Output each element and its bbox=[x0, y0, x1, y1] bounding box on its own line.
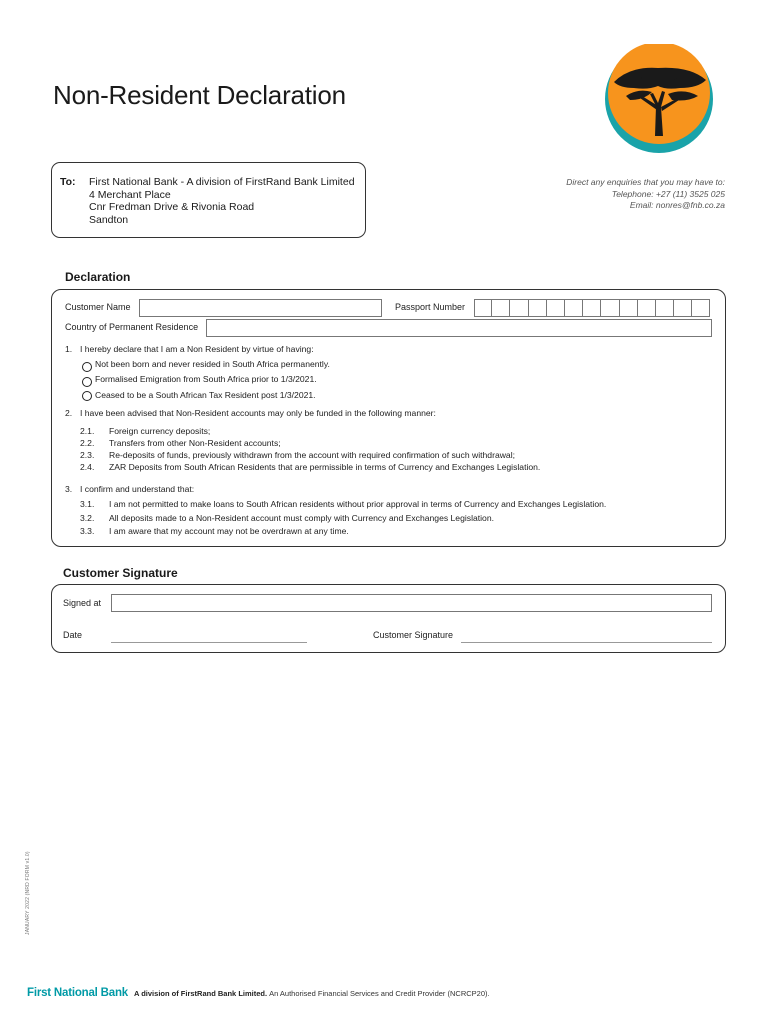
form-version-text: JANUARY 2022 (NRD FORM v1.0) bbox=[25, 851, 31, 935]
declaration-section bbox=[51, 289, 726, 547]
signed-at-label: Signed at bbox=[63, 598, 102, 608]
fnb-tree-logo-icon bbox=[600, 44, 718, 154]
address-box bbox=[51, 162, 366, 238]
subitem-text: Transfers from other Non-Resident accounts; bbox=[109, 438, 281, 448]
passport-number-input[interactable] bbox=[474, 299, 710, 317]
signature-heading: Customer Signature bbox=[63, 566, 178, 580]
passport-number-label: Passport Number bbox=[395, 302, 466, 312]
subitem-text: I am not permitted to make loans to South African residents without prior approval in terms of Currency and Exchanges Legislation. bbox=[109, 499, 607, 509]
enquiries-telephone: Telephone: +27 (11) 3525 025 bbox=[611, 188, 725, 199]
customer-name-label: Customer Name bbox=[65, 302, 131, 312]
footer-brand: First National Bank bbox=[27, 987, 128, 999]
declaration-heading: Declaration bbox=[65, 270, 131, 284]
bank-address bbox=[89, 176, 355, 226]
subitem-number: 2.1. bbox=[80, 426, 95, 436]
address-line: 4 Merchant Place bbox=[89, 188, 171, 201]
signature-section bbox=[51, 584, 726, 653]
subitem-number: 3.3. bbox=[80, 526, 95, 536]
country-residence-label: Country of Permanent Residence bbox=[65, 322, 199, 332]
signed-at-input[interactable] bbox=[111, 594, 712, 612]
option-ceased-tax-resident: Ceased to be a South African Tax Resident post 1/3/2021. bbox=[95, 390, 316, 400]
subitem-number: 2.2. bbox=[80, 438, 95, 448]
option-not-born: Not been born and never resided in South Africa permanently. bbox=[95, 359, 330, 369]
item-number: 2. bbox=[65, 408, 73, 418]
customer-signature-label: Customer Signature bbox=[373, 630, 454, 640]
date-label: Date bbox=[63, 630, 83, 640]
customer-name-input[interactable] bbox=[139, 299, 382, 317]
address-line: Cnr Fredman Drive & Rivonia Road bbox=[89, 201, 255, 213]
date-input-line[interactable] bbox=[111, 642, 307, 643]
address-line: First National Bank - A division of FirstRand Bank Limited bbox=[89, 176, 355, 188]
option-formalised-emigration: Formalised Emigration from South Africa prior to 1/3/2021. bbox=[95, 374, 317, 384]
subitem-number: 2.4. bbox=[80, 462, 95, 472]
country-residence-input[interactable] bbox=[206, 319, 712, 337]
enquiries-info bbox=[566, 177, 725, 212]
radio-formalised-emigration[interactable] bbox=[82, 377, 92, 387]
address-line: Sandton bbox=[89, 213, 129, 226]
subitem-text: All deposits made to a Non-Resident account must comply with Currency and Exchanges Legislation. bbox=[109, 513, 495, 523]
footer-authorised: An Authorised Financial Services and Credit Provider (NCRCP20). bbox=[269, 989, 490, 998]
radio-ceased-tax-resident[interactable] bbox=[82, 391, 92, 401]
page-title: Non-Resident Declaration bbox=[53, 80, 346, 110]
item-3-text: I confirm and understand that: bbox=[80, 484, 195, 494]
to-label: To: bbox=[60, 176, 76, 188]
item-2-text: I have been advised that Non-Resident accounts may only be funded in the following manner: bbox=[80, 408, 436, 418]
subitem-text: Foreign currency deposits; bbox=[109, 426, 211, 436]
subitem-text: I am aware that my account may not be overdrawn at any time. bbox=[109, 526, 349, 536]
footer bbox=[27, 987, 490, 999]
subitem-number: 2.3. bbox=[80, 450, 95, 460]
item-number: 1. bbox=[65, 344, 73, 354]
radio-not-born[interactable] bbox=[82, 362, 92, 372]
footer-division: A division of FirstRand Bank Limited. bbox=[134, 989, 268, 998]
subitem-number: 3.2. bbox=[80, 513, 95, 523]
subitem-text: Re-deposits of funds, previously withdrawn from the account with required confirmation of such withdrawal; bbox=[109, 450, 516, 460]
item-number: 3. bbox=[65, 484, 73, 494]
subitem-number: 3.1. bbox=[80, 499, 95, 509]
subitem-text: ZAR Deposits from South African Residents that are permissible in terms of Currency and Exchanges Legislation. bbox=[109, 462, 541, 472]
item-1-text: I hereby declare that I am a Non Resident by virtue of having: bbox=[80, 344, 314, 354]
enquiries-intro: Direct any enquiries that you may have to: bbox=[566, 177, 725, 187]
enquiries-email: Email: nonres@fnb.co.za bbox=[629, 200, 725, 210]
customer-signature-line[interactable] bbox=[461, 642, 712, 643]
